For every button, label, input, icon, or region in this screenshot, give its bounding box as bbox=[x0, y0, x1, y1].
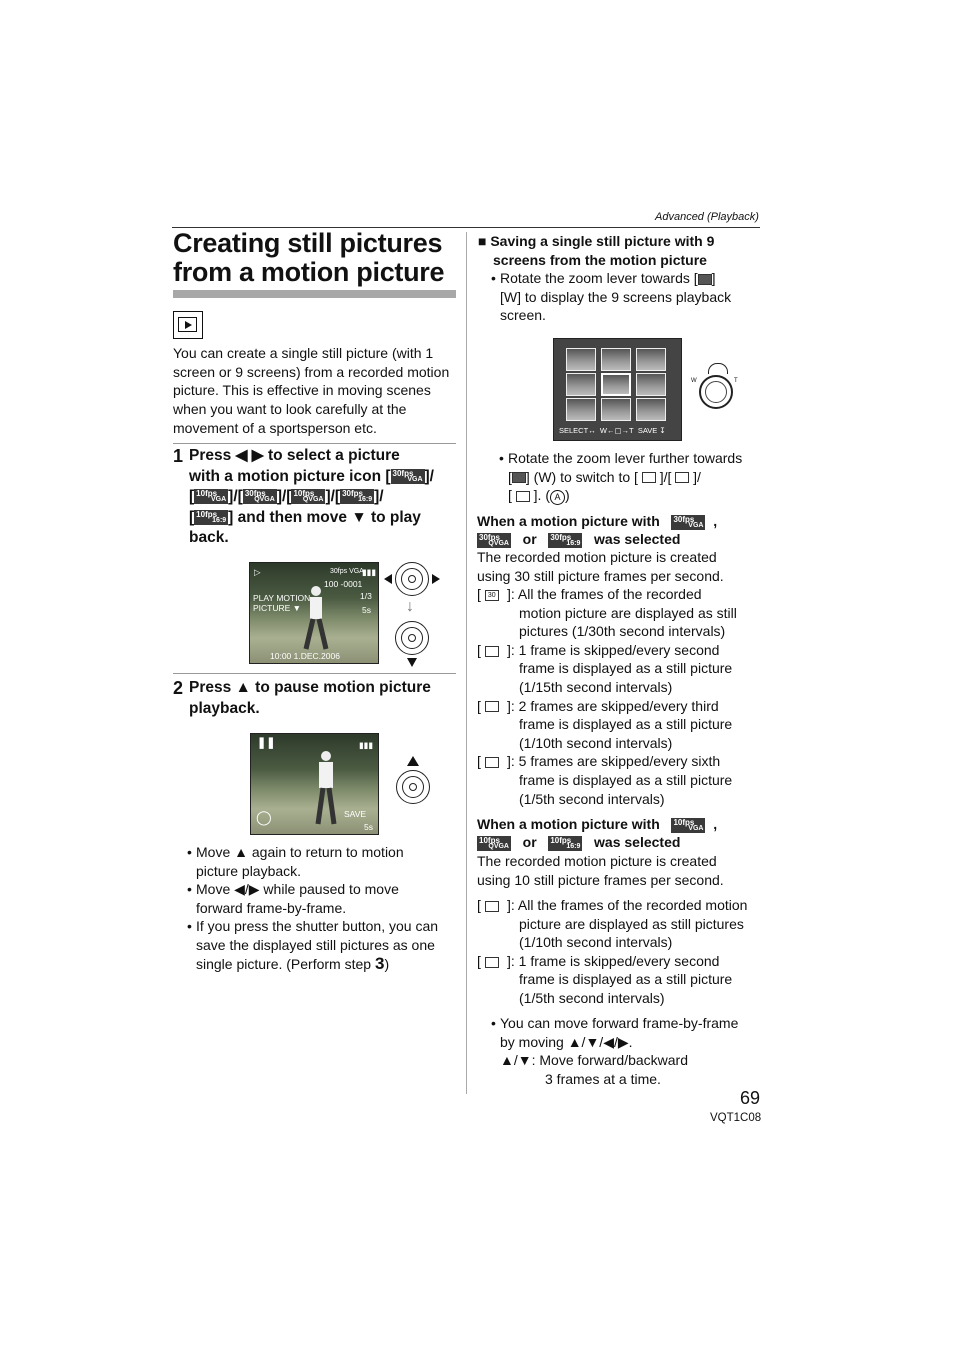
step1-line1: Press ◀ ▶ to select a picture bbox=[189, 447, 400, 464]
10fps-169-icon: 10fps 16:9 bbox=[550, 835, 581, 850]
rotate-arrow-icon bbox=[708, 363, 728, 374]
divider bbox=[173, 443, 456, 444]
save-label: SAVE bbox=[344, 809, 367, 819]
case-1-heading: When a motion picture with 30fps VGA , 30fps QVGA or 30fps 16:9 was selected bbox=[477, 513, 718, 547]
golfer-image bbox=[296, 583, 336, 653]
10fps-vga-icon: 10fps VGA bbox=[196, 489, 227, 504]
right-arrow-icon bbox=[432, 574, 440, 584]
play-motion-label: PLAY MOTION bbox=[253, 593, 311, 603]
list-item: [ ]: 2 frames are skipped/every third frame is displayed as a still picture (1/10th second intervals) bbox=[477, 697, 733, 751]
step1-line2: with a motion picture icon [ 30fps VGA ]/ bbox=[189, 467, 434, 485]
rotate-bullet-2: • Rotate the zoom lever further towards [ ] (W) to switch to [ ]/[ ]/ [ ]. ( A ) bbox=[499, 450, 743, 504]
section-heading: ■ Saving a single still picture with 9 screens from the motion picture bbox=[478, 233, 715, 268]
step-number: 2 bbox=[173, 678, 184, 698]
lever-w: W bbox=[691, 378, 697, 384]
section-header: Advanced (Playback) bbox=[655, 211, 759, 223]
label-a: A bbox=[550, 490, 565, 505]
rotate-bullet-1: • Rotate the zoom lever towards [ ] [W] to display the 9 screens playback screen. bbox=[491, 270, 732, 324]
frame-icon bbox=[485, 957, 499, 968]
30-frame-icon: 30 bbox=[485, 590, 499, 601]
down-flow-arrow-icon: ↓ bbox=[406, 598, 414, 615]
final-bullet: • You can move forward frame-by-frame by moving ▲/▼/◀/▶. ▲/▼: Move forward/backward 3 frames at a time. bbox=[491, 1015, 739, 1087]
battery-icon: ▮▮▮ bbox=[359, 740, 374, 750]
multi-playback-icon bbox=[698, 274, 712, 285]
pause-icon: ❚❚ bbox=[257, 737, 276, 749]
fps-indicator: 30fps VGA bbox=[330, 568, 364, 575]
case-2-heading: When a motion picture with 10fps VGA , 10fps QVGA or 10fps 16:9 was selected bbox=[477, 816, 718, 850]
title-line-1: Creating still pictures bbox=[173, 228, 443, 258]
grid-status-bar: SELECT↔ W←▢→T SAVE ↧ bbox=[559, 426, 666, 435]
camera-screen-playback bbox=[249, 562, 379, 664]
thumb bbox=[566, 373, 596, 396]
intro-text: You can create a single still picture (with 1 screen or 9 screens) from a recorded motion picture. This is effective in moving scenes when you want to look carefully at the movement of a sportsperson etc. bbox=[173, 345, 450, 436]
dpad-mini-icon: ◯ bbox=[256, 809, 272, 825]
step1-line5: back. bbox=[189, 529, 229, 546]
page-number: 69 bbox=[740, 1088, 761, 1108]
nine-screen-playback bbox=[553, 338, 682, 441]
step1-line4: [ 10fps 16:9 ] and then move ▼ to play bbox=[189, 508, 421, 526]
10fps-qvga-icon: 10fps QVGA bbox=[293, 489, 324, 504]
step2-line1: Press ▲ to pause motion picture bbox=[189, 679, 431, 696]
duration: 5s bbox=[362, 605, 371, 615]
column-divider bbox=[466, 232, 467, 1094]
thumb bbox=[601, 348, 631, 371]
folder-number: 100 -0001 bbox=[324, 579, 363, 589]
picture-count: 1/3 bbox=[360, 591, 372, 601]
frame-icon bbox=[516, 491, 530, 502]
thumb bbox=[636, 348, 666, 371]
bullet-item: • Move ◀/▶ while paused to move forward frame-by-frame. bbox=[187, 881, 399, 916]
30fps-qvga-icon: 30fps QVGA bbox=[479, 532, 509, 547]
step1-line3: [ 10fps VGA ]/[ 30fps QVGA ]/[ 10fps QVGA ]/[ 30fps 16:9 ]/ bbox=[189, 488, 384, 505]
30fps-qvga-icon: 30fps QVGA bbox=[244, 489, 275, 504]
dpad-left-right bbox=[395, 562, 429, 596]
thumb bbox=[636, 398, 666, 421]
page-title bbox=[173, 229, 444, 287]
thumb bbox=[566, 398, 596, 421]
step2-line2: playback. bbox=[189, 699, 260, 717]
thumb bbox=[601, 398, 631, 421]
10fps-vga-icon: 10fps VGA bbox=[673, 817, 704, 832]
duration: 5s bbox=[364, 822, 373, 832]
golfer-image bbox=[306, 748, 346, 828]
zoom-lever bbox=[699, 375, 733, 409]
30fps-vga-icon: 30fps VGA bbox=[673, 514, 704, 529]
down-arrow-icon bbox=[407, 658, 417, 667]
camera-screen-paused bbox=[250, 733, 379, 835]
lever-t: T bbox=[734, 378, 738, 384]
case-1-text: The recorded motion picture is created using 30 still picture frames per second. bbox=[477, 549, 724, 584]
battery-icon: ▮▮▮ bbox=[362, 567, 377, 577]
nine-screen-icon bbox=[512, 472, 526, 483]
playback-mode-icon bbox=[173, 311, 203, 339]
divider bbox=[173, 673, 456, 674]
list-item: [ 30 ]: All the frames of the recorded motion picture are displayed as still pictures (1/30th second intervals) bbox=[477, 586, 737, 640]
thumb bbox=[636, 373, 666, 396]
bullet-item: • Move ▲ again to return to motion picture playback. bbox=[187, 844, 404, 879]
10fps-169-icon: 10fps 16:9 bbox=[196, 509, 227, 524]
list-item: [ ]: 1 frame is skipped/every second frame is displayed as a still picture (1/5th second intervals) bbox=[477, 952, 733, 1006]
left-arrow-icon bbox=[384, 574, 392, 584]
frame-icon bbox=[485, 701, 499, 712]
left-bullets bbox=[187, 843, 462, 973]
case-1-items bbox=[477, 585, 762, 808]
case-2-text: The recorded motion picture is created using 10 still picture frames per second. bbox=[477, 853, 724, 888]
10fps-qvga-icon: 10fps QVGA bbox=[479, 835, 509, 850]
case-2-items bbox=[477, 896, 762, 1008]
list-item: [ ]: 5 frames are skipped/every sixth frame is displayed as a still picture (1/5th second intervals) bbox=[477, 753, 733, 807]
dpad-up bbox=[396, 770, 430, 804]
document-code: VQT1C08 bbox=[710, 1112, 762, 1124]
frame-icon bbox=[485, 646, 499, 657]
list-item: [ ]: 1 frame is skipped/every second frame is displayed as a still picture (1/15th second intervals) bbox=[477, 641, 733, 695]
frame-icon bbox=[642, 472, 656, 483]
frame-icon bbox=[485, 901, 499, 912]
play-icon: ▷ bbox=[254, 567, 261, 577]
30fps-169-icon: 30fps 16:9 bbox=[550, 532, 581, 547]
title-line-2: from a motion picture bbox=[173, 257, 445, 287]
up-arrow-icon bbox=[407, 756, 419, 766]
thumb bbox=[566, 348, 596, 371]
dpad-down bbox=[395, 621, 429, 655]
picture-label: PICTURE ▼ bbox=[253, 603, 302, 613]
list-item: [ ]: All the frames of the recorded motion picture are displayed as still pictures (1/10th second intervals) bbox=[477, 897, 748, 951]
title-underline bbox=[173, 290, 456, 298]
30fps-vga-icon: 30fps VGA bbox=[392, 468, 423, 483]
30fps-169-icon: 30fps 16:9 bbox=[342, 489, 373, 504]
step-number: 1 bbox=[173, 446, 184, 466]
date-time: 10:00 1.DEC.2006 bbox=[270, 651, 340, 661]
bullet-item: • If you press the shutter button, you can save the displayed still pictures as one single picture. (Perform step 3) bbox=[187, 918, 439, 973]
frame-icon bbox=[485, 757, 499, 768]
frame-icon bbox=[675, 472, 689, 483]
thumb-selected bbox=[601, 373, 631, 396]
